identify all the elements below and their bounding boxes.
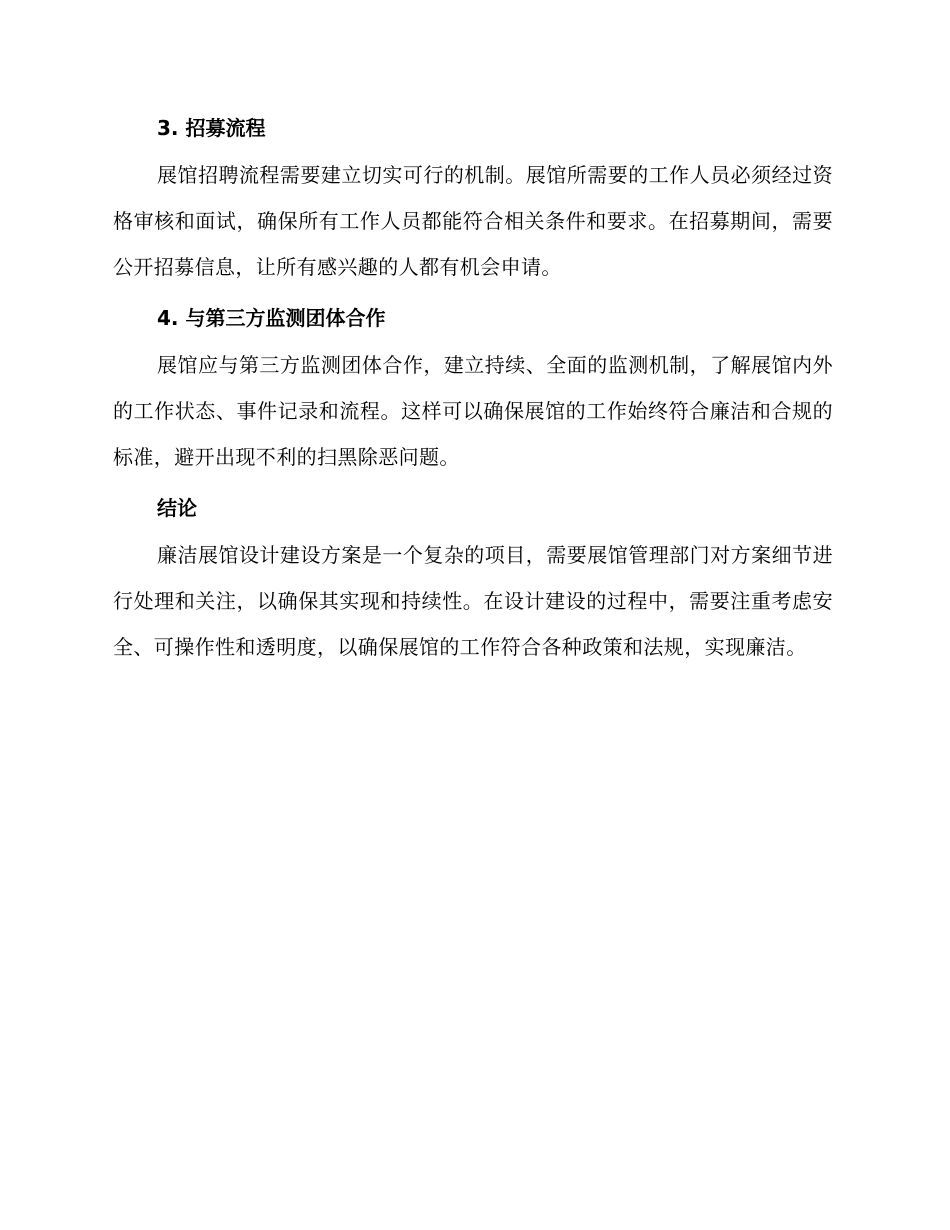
- section-paragraph-recruitment-process: 展馆招聘流程需要建立切实可行的机制。展馆所需要的工作人员必须经过资格审核和面试，确保所有工作人员都能符合相关条件和要求。在招募期间，需要公开招募信息，让所有感兴趣的人都有机会申请。: [113, 163, 833, 279]
- document-body: [113, 108, 833, 678]
- section-heading-conclusion: 结论: [157, 496, 197, 520]
- section-heading-third-party-cooperation: 4. 与第三方监测团体合作: [157, 306, 386, 330]
- section-paragraph-conclusion: 廉洁展馆设计建设方案是一个复杂的项目，需要展馆管理部门对方案细节进行处理和关注，以确保其实现和持续性。在设计建设的过程中，需要注重考虑安全、可操作性和透明度，以确保展馆的工作符合各种政策和法规，实现廉洁。: [113, 543, 833, 659]
- section-paragraph-third-party-cooperation: 展馆应与第三方监测团体合作，建立持续、全面的监测机制，了解展馆内外的工作状态、事件记录和流程。这样可以确保展馆的工作始终符合廉洁和合规的标准，避开出现不利的扫黑除恶问题。: [113, 353, 833, 469]
- section-heading-recruitment-process: 3. 招募流程: [157, 116, 266, 140]
